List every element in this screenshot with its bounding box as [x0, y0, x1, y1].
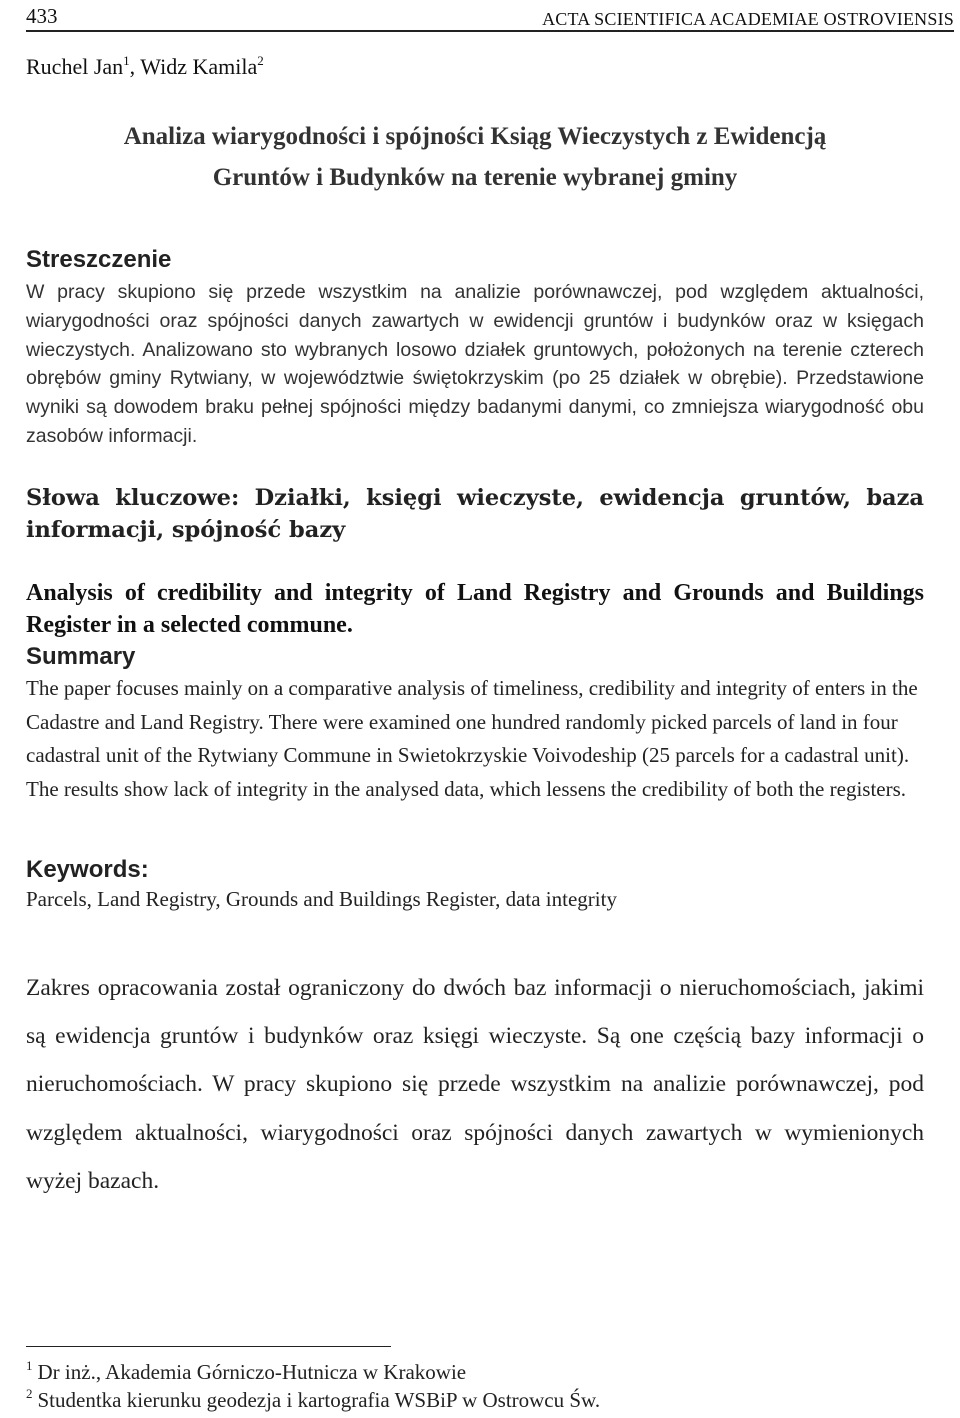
abstract-polish: W pracy skupiono się przede wszystkim na analizie porównawczej, pod względem aktualności, wiarygodności oraz spójności danych zawartych w ewidencji gruntów i budynków oraz w księgach wieczystych. Analizowano sto wybranych losowo działek gruntowych, położonych na terenie czterech obrębów gminy Rytwiany, w województwie świętokrzyskim (po 25 działek w obrębie). Przedstawione wyniki są dowodem braku pełnej spójności między badanymi danymi, co zmniejsza wiarygodność obu zasobów informacji.	[26, 281, 924, 447]
footnote-1	[26, 1360, 466, 1385]
footnote-2	[26, 1388, 600, 1413]
summary-heading: Summary	[26, 643, 136, 670]
authors-line	[26, 54, 264, 80]
summary-text: The paper focuses mainly on a comparative analysis of timeliness, credibility and integrity of enters in the Cadastre and Land Registry. There were examined one hundred randomly picked parcels of land in four cadastral unit of the Rytwiany Commune in Swietokrzyskie Voivodeship (25 parcels for a cadastral unit). The results show lack of integrity in the analysed data, which lessens the credibility of both the registers.	[26, 676, 918, 801]
author-second-footnote-mark: 2	[257, 53, 264, 68]
abstract-heading: Streszczenie	[26, 246, 172, 273]
title-polish-line-2: Gruntów i Budynków na terenie wybranej gminy	[212, 164, 738, 191]
author-first: Ruchel Jan	[26, 54, 124, 79]
footnote-2-text: Studentka kierunku geodezja i kartografia WSBiP w Ostrowcu Św.	[37, 1388, 601, 1412]
footnote-2-mark: 2	[26, 1386, 33, 1401]
page-header	[26, 4, 954, 32]
footnote-1-text: Dr inż., Akademia Górniczo-Hutnicza w Krakowie	[37, 1360, 467, 1384]
keywords-polish: Słowa kluczowe: Działki, księgi wieczyste, ewidencja gruntów, baza informacji, spójność bazy	[26, 485, 924, 543]
author-second: Widz Kamila	[140, 54, 258, 79]
title-polish	[26, 116, 924, 198]
title-polish-line-1: Analiza wiarygodności i spójności Ksiąg Wieczystych z Ewidencją	[123, 123, 827, 150]
title-english: Analysis of credibility and integrity of Land Registry and Grounds and Buildings Register in a selected commune.	[26, 580, 924, 638]
journal-name: ACTA SCIENTIFICA ACADEMIAE OSTROVIENSIS	[542, 9, 954, 29]
author-separator: ,	[129, 54, 141, 79]
author-first-footnote-mark: 1	[123, 53, 130, 68]
keywords-english: Parcels, Land Registry, Grounds and Buildings Register, data integrity	[26, 887, 617, 911]
keywords-heading: Keywords:	[26, 856, 149, 883]
page-number: 433	[26, 4, 58, 28]
footnote-divider	[26, 1346, 391, 1347]
body-paragraph: Zakres opracowania został ograniczony do dwóch baz informacji o nieruchomościach, jakimi są ewidencja gruntów i budynków oraz księgi wieczyste. Są one częścią bazy informacji o nieruchomościach. W pracy skupiono się przede wszystkim na analizie porównawczej, pod względem aktualności, wiarygodności oraz spójności danych zawartych w wymienionych wyżej bazach.	[26, 975, 924, 1194]
footnote-1-mark: 1	[26, 1358, 33, 1373]
